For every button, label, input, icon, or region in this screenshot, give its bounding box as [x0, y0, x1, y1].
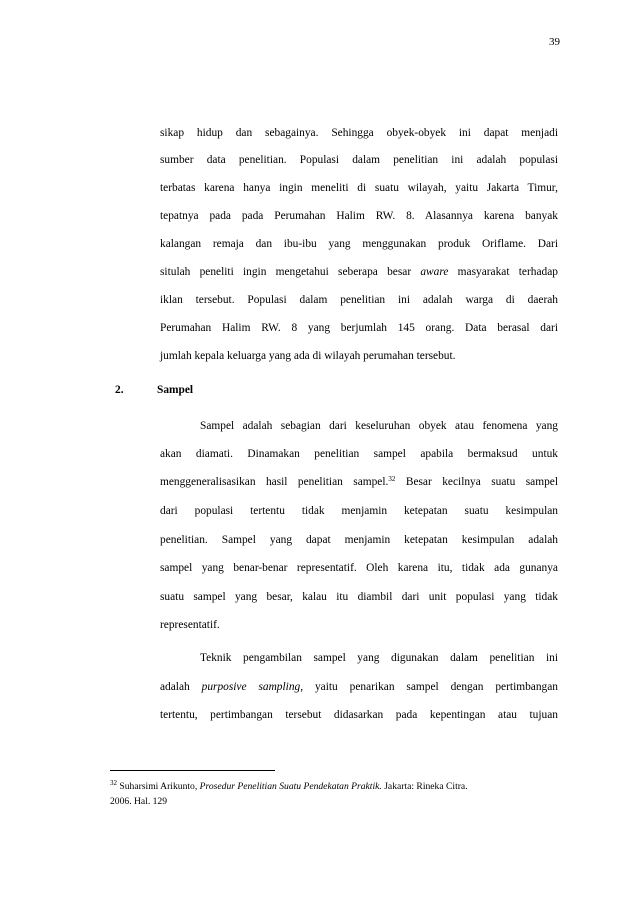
footnote-number: 32: [110, 779, 117, 787]
footnote-divider: [110, 770, 275, 771]
paragraph-2-line: representatif.: [160, 619, 220, 631]
footnote-publisher: Jakarta: Rineka Citra.: [384, 781, 468, 792]
paragraph-1-line: kalangan remaja dan ibu-ibu yang menggunakan produk Oriflame. Dari: [160, 238, 558, 250]
footnote-title: Prosedur Penelitian Suatu Pendekatan Praktik.: [199, 781, 382, 792]
paragraph-2-line: Sampel adalah sebagian dari keseluruhan obyek atau fenomena yang: [200, 420, 558, 432]
paragraph-1-line: sumber data penelitian. Populasi dalam penelitian ini adalah populasi: [160, 154, 558, 166]
section-heading: [115, 384, 193, 396]
text-run: Besar kecilnya suatu sampel: [405, 476, 558, 488]
paragraph-2-line: suatu sampel yang besar, kalau itu diambil dari unit populasi yang tidak: [160, 591, 558, 603]
paragraph-2-line: penelitian. Sampel yang dapat menjamin ketepatan kesimpulan adalah: [160, 534, 558, 546]
paragraph-2-line: akan diamati. Dinamakan penelitian sampel apabila bermaksud untuk: [160, 448, 558, 460]
text-run: situlah peneliti ingin mengetahui seberapa besar: [160, 266, 412, 278]
paragraph-1-line: Perumahan Halim RW. 8 yang berjumlah 145 orang. Data berasal dari: [160, 322, 558, 334]
paragraph-2-line: sampel yang benar-benar representatif. Oleh karena itu, tidak ada gunanya: [160, 562, 558, 574]
italic-term: aware: [420, 266, 449, 278]
text-run: masyarakat terhadap: [457, 266, 558, 278]
text-run: , yaitu penarikan sampel dengan pertimbangan: [300, 681, 558, 693]
italic-term: purposive sampling: [201, 681, 301, 693]
text-run: menggeneralisasikan hasil penelitian sampel.: [160, 476, 389, 488]
paragraph-3-line: [160, 680, 558, 694]
footnote-reference: 32: [388, 475, 396, 483]
paragraph-2-line: dari populasi tertentu tidak menjamin ketepatan suatu kesimpulan: [160, 505, 558, 517]
paragraph-2-line: [160, 475, 558, 489]
page-number: 39: [549, 36, 560, 48]
paragraph-1-line: terbatas karena hanya ingin meneliti di suatu wilayah, yaitu Jakarta Timur,: [160, 182, 558, 194]
text-run: adalah: [160, 681, 190, 693]
section-title: Sampel: [157, 384, 194, 396]
paragraph-1-line: iklan tersebut. Populasi dalam penelitian ini adalah warga di daerah: [160, 294, 558, 306]
footnote-author: Suharsimi Arikunto,: [119, 781, 198, 792]
paragraph-3-line: tertentu, pertimbangan tersebut didasarkan pada kepentingan atau tujuan: [160, 709, 558, 721]
footnote-line: 2006. Hal. 129: [110, 796, 168, 807]
footnote-line: [110, 780, 468, 793]
paragraph-1-line: tepatnya pada pada Perumahan Halim RW. 8. Alasannya karena banyak: [160, 210, 558, 222]
paragraph-1-line: [160, 265, 558, 279]
paragraph-1-line: jumlah kepala keluarga yang ada di wilayah perumahan tersebut.: [160, 350, 456, 362]
section-number: 2.: [115, 384, 124, 396]
paragraph-1-line: sikap hidup dan sebagainya. Sehingga obyek-obyek ini dapat menjadi: [160, 127, 558, 139]
paragraph-3-line: Teknik pengambilan sampel yang digunakan dalam penelitian ini: [200, 652, 558, 664]
